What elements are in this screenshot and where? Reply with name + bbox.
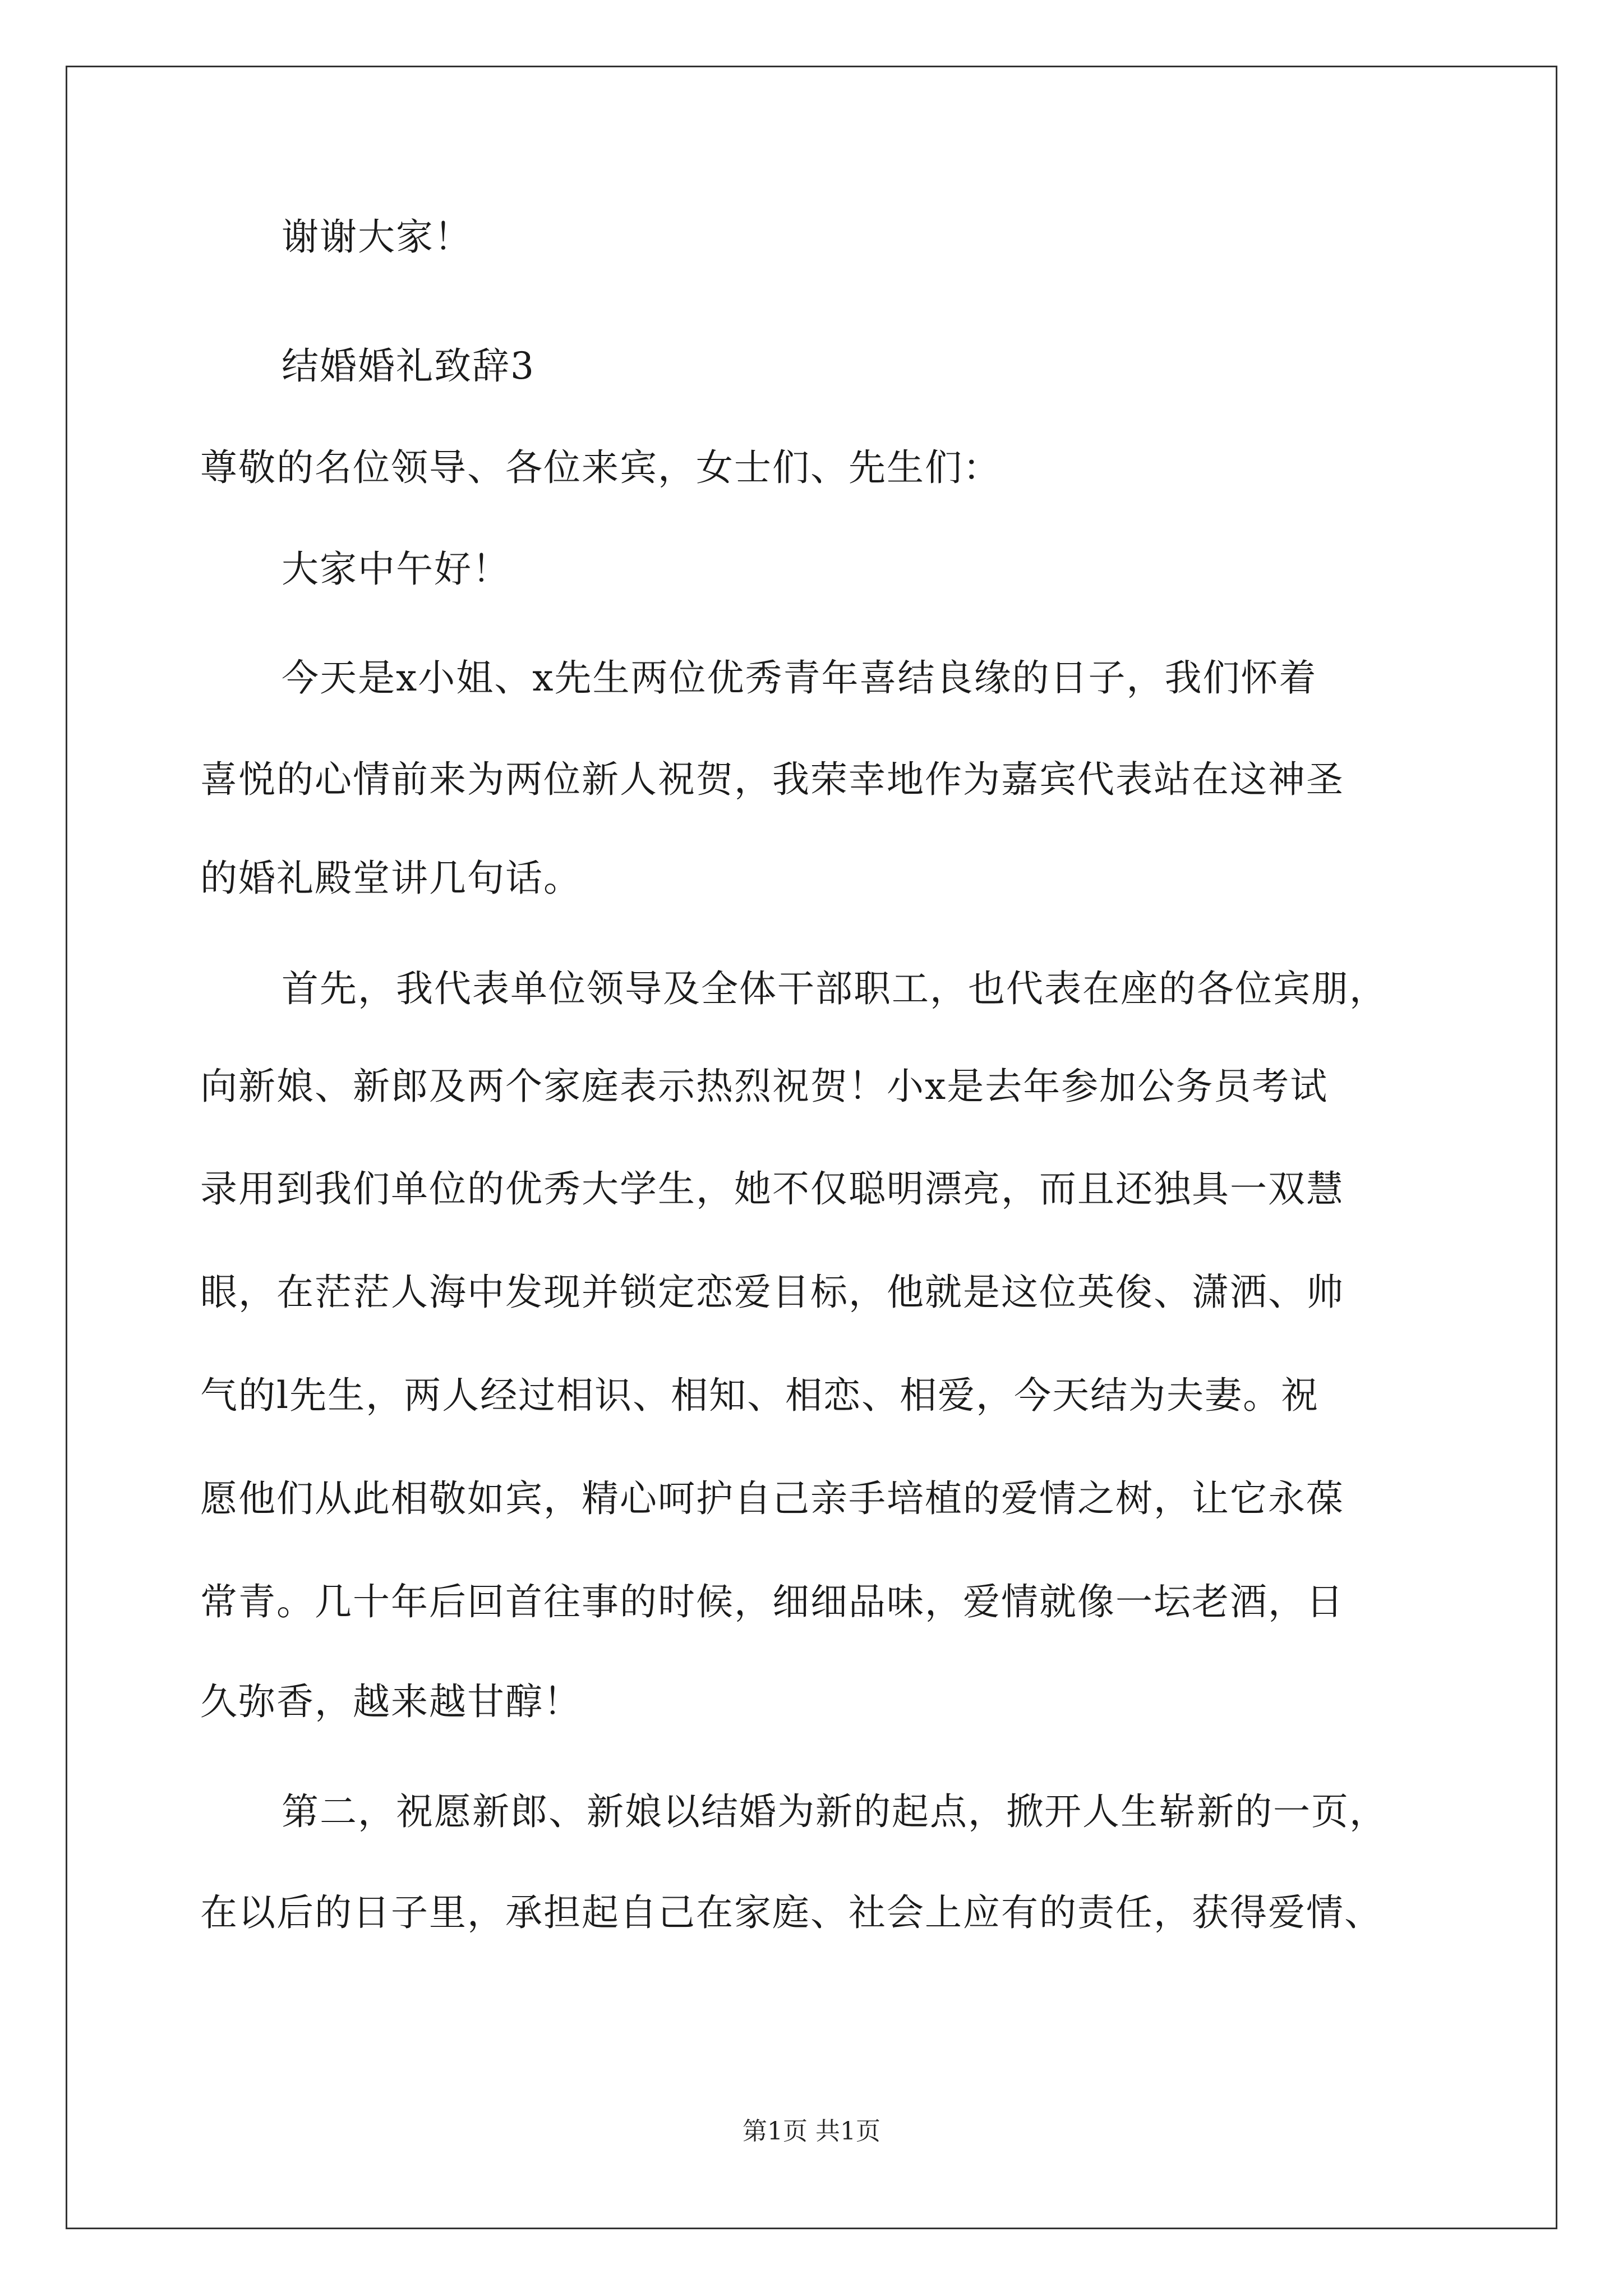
paragraph-line: 在以后的日子里，承担起自己在家庭、社会上应有的责任，获得爱情、 xyxy=(200,1891,1382,1934)
paragraph-line: 录用到我们单位的优秀大学生，她不仅聪明漂亮，而且还独具一双慧 xyxy=(200,1167,1344,1211)
section-heading: 结婚婚礼致辞3 xyxy=(282,344,535,388)
paragraph-line: 今天是x小姐、x先生两位优秀青年喜结良缘的日子，我们怀着 xyxy=(282,656,1317,700)
paragraph-line: 的婚礼殿堂讲几句话。 xyxy=(200,857,582,900)
paragraph-line: 眼，在茫茫人海中发现并锁定恋爱目标，他就是这位英俊、潇洒、帅 xyxy=(200,1271,1344,1314)
paragraph-line: 常青。几十年后回首往事的时候，细细品味，爱情就像一坛老酒，日 xyxy=(200,1580,1344,1623)
greeting: 大家中午好！ xyxy=(282,547,510,591)
paragraph-line: 气的l先生，两人经过相识、相知、相恋、相爱，今天结为夫妻。祝 xyxy=(200,1374,1320,1417)
paragraph-line: 久弥香，越来越甘醇！ xyxy=(200,1680,582,1723)
paragraph-line: 愿他们从此相敬如宾，精心呵护自己亲手培植的爱情之树，让它永葆 xyxy=(200,1477,1344,1520)
paragraph-line: 第二，祝愿新郎、新娘以结婚为新的起点，掀开人生崭新的一页， xyxy=(282,1790,1387,1833)
page-number-footer: 第1页 共1页 xyxy=(743,2117,880,2146)
paragraph-line: 首先，我代表单位领导及全体干部职工，也代表在座的各位宾朋， xyxy=(282,967,1387,1010)
paragraph-line: 向新娘、新郎及两个家庭表示热烈祝贺！小x是去年参加公务员考试 xyxy=(200,1065,1329,1108)
paragraph-line: 喜悦的心情前来为两位新人祝贺，我荣幸地作为嘉宾代表站在这神圣 xyxy=(200,758,1344,801)
closing-thanks: 谢谢大家！ xyxy=(282,215,472,259)
salutation: 尊敬的名位领导、各位来宾，女士们、先生们： xyxy=(200,446,1001,489)
